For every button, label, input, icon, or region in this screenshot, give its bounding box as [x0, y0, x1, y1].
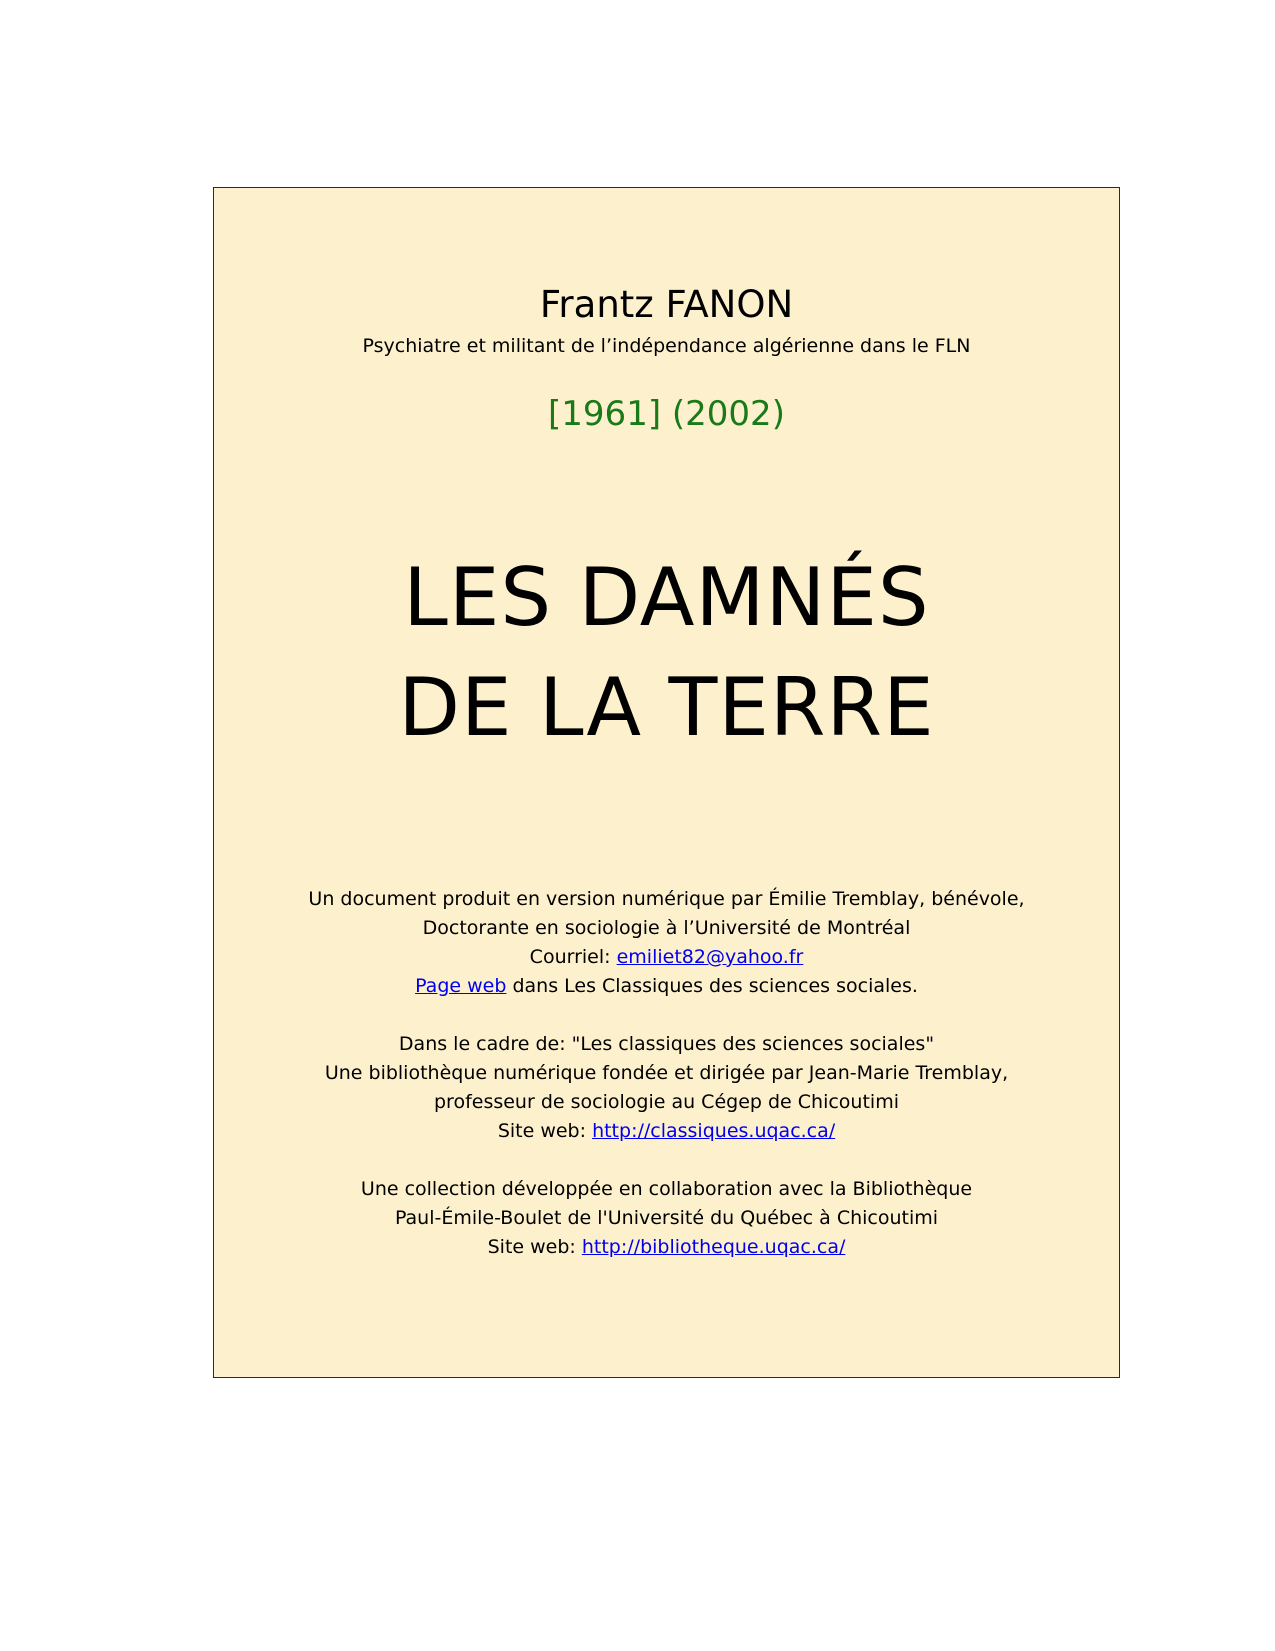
- email-line: [214, 943, 1119, 972]
- site-line-classiques: [214, 1117, 1119, 1146]
- affiliation-line: Doctorante en sociologie à l’Université de Montréal: [422, 917, 911, 939]
- collection-line: Une collection développée en collaboration avec la Bibliothèque: [360, 1178, 973, 1200]
- webpage-link[interactable]: Page web: [415, 975, 507, 997]
- site-label-bibliotheque: Site web:: [487, 1236, 582, 1258]
- email-link[interactable]: emiliet82@yahoo.fr: [616, 946, 804, 968]
- webpage-suffix: dans Les Classiques des sciences sociales.: [506, 975, 918, 997]
- library-line: Une bibliothèque numérique fondée et dirigée par Jean-Marie Tremblay,: [324, 1062, 1009, 1084]
- publication-dates: [1961] (2002): [548, 394, 785, 434]
- author-description: Psychiatre et militant de l’indépendance algérienne dans le FLN: [362, 335, 971, 357]
- bibliotheque-site-link[interactable]: http://bibliotheque.uqac.ca/: [581, 1236, 846, 1258]
- site-label-classiques: Site web:: [497, 1120, 593, 1142]
- producer-line: Un document produit en version numérique par Émilie Tremblay, bénévole,: [308, 888, 1025, 910]
- email-label: Courriel:: [529, 946, 617, 968]
- professor-line: professeur de sociologie au Cégep de Chicoutimi: [433, 1091, 899, 1113]
- site-line-bibliotheque: [214, 1233, 1119, 1262]
- framework-line: Dans le cadre de: "Les classiques des sciences sociales": [398, 1033, 935, 1055]
- spacer: [214, 1146, 1119, 1175]
- author-name: Frantz FANON: [539, 283, 794, 326]
- title-line-1: LES DAMNÉS: [403, 551, 930, 644]
- book-title: [214, 543, 1119, 763]
- spacer: [214, 1001, 1119, 1030]
- webpage-line: [214, 972, 1119, 1001]
- title-line-2: DE LA TERRE: [398, 661, 935, 754]
- university-line: Paul-Émile-Boulet de l'Université du Québec à Chicoutimi: [394, 1207, 939, 1229]
- cover-page: [213, 187, 1120, 1378]
- credits-section: [214, 885, 1119, 1262]
- classiques-site-link[interactable]: http://classiques.uqac.ca/: [592, 1120, 836, 1142]
